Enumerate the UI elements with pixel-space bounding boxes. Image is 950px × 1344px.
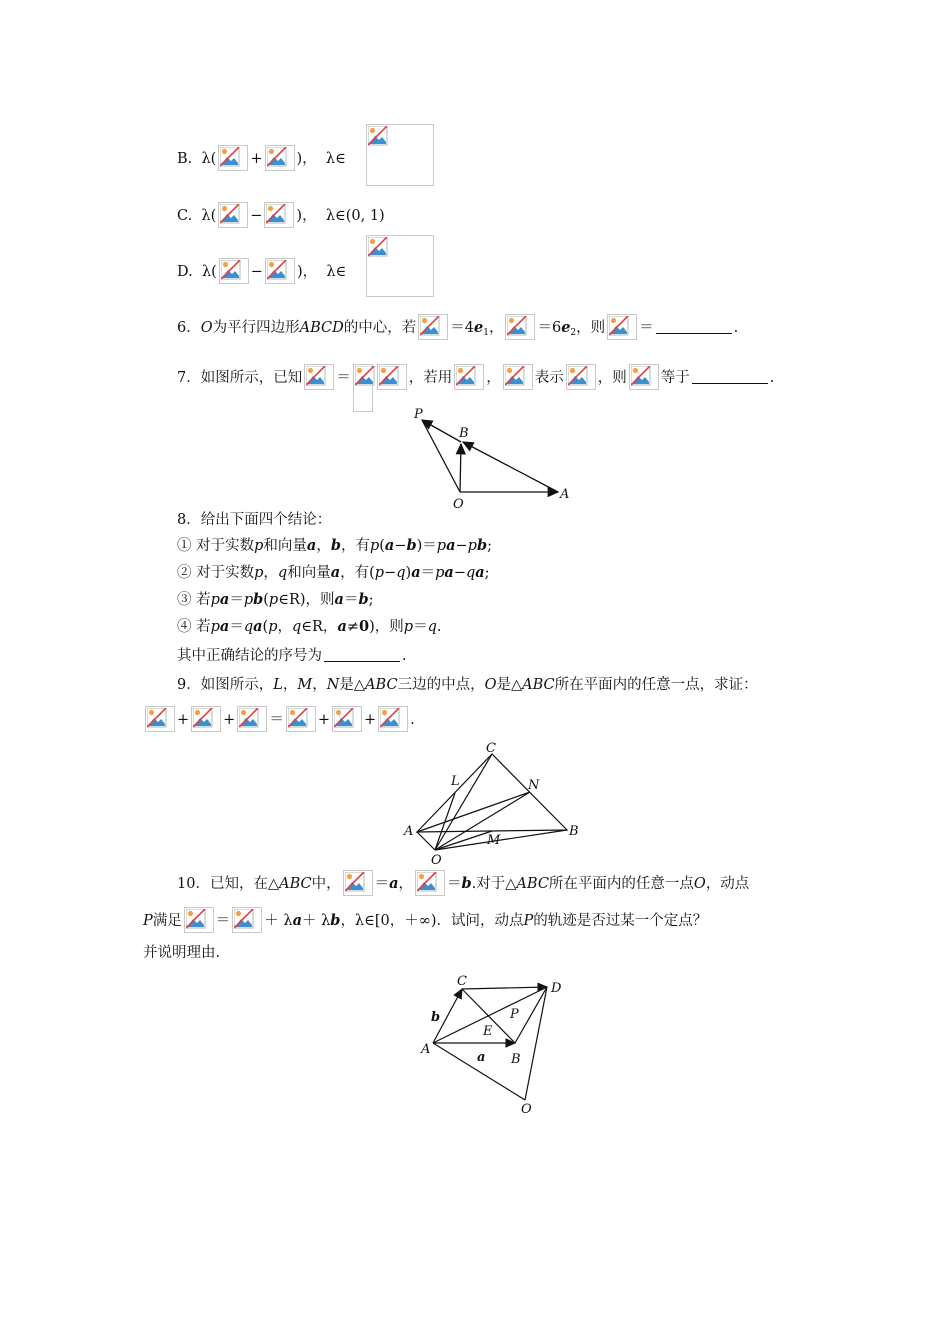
image-placeholder-icon [237,706,267,732]
label-b: B [569,824,579,839]
question-7: 7．如图所示，已知 ＝ ，若用 ， 表示 ，则 等于 . [177,364,774,412]
image-placeholder-icon [145,706,175,732]
image-placeholder-icon [454,364,484,390]
label-o: O [521,1102,532,1117]
label-a-vector: a [477,1050,486,1065]
label-p: P [510,1007,519,1022]
image-placeholder-icon [191,706,221,732]
question-10-line3: 并说明理由. [143,945,221,961]
answer-blank [692,369,768,384]
image-placeholder-icon [366,124,434,186]
image-placeholder-icon [332,706,362,732]
image-placeholder-icon [377,364,407,390]
question-9-equation: + + ＝ + + . [143,706,415,732]
label-o: O [431,853,442,868]
image-placeholder-icon [286,706,316,732]
label-b: B [511,1052,521,1067]
option-c: C. λ( − )， λ∈(0, 1) [177,202,385,228]
label-d: D [551,981,562,996]
image-placeholder-icon [415,870,445,896]
answer-blank [656,319,732,334]
image-placeholder-icon [232,907,262,933]
label-b-vector: b [431,1010,441,1025]
question-9: 9．如图所示，L，M，N是△ABC三边的中点，O是△ABC所在平面内的任意一点，求证： [177,677,758,693]
figure-triangle-abc [395,738,595,868]
image-placeholder-icon [219,258,249,284]
option-d: D. λ( − )， λ∈ [177,258,346,284]
image-placeholder-icon [264,202,294,228]
q8-statement-4: ④ 若pa＝qa(p，q∈R，a≠0)，则p＝q. [177,618,442,635]
label-o: O [453,497,464,512]
image-placeholder-icon [378,706,408,732]
image-placeholder-icon [343,870,373,896]
q8-statement-3: ③ 若pa＝pb(p∈R)，则a＝b; [177,591,374,608]
label-n: N [528,778,540,793]
label-b: B [459,426,469,441]
label-c: C [457,974,467,989]
figure-triangle-pboa [400,400,580,515]
question-6: 6．O为平行四边形ABCD的中心，若 $=4e_1$， $=6e_2$，则 ＝ . [177,314,738,343]
q8-tail: 其中正确结论的序号为 . [177,648,407,664]
label-c: C [486,741,496,756]
question-8-head: 8．给出下面四个结论： [177,512,332,528]
image-placeholder-icon [503,364,533,390]
label-p: P [414,407,423,422]
question-10-line1: 10．已知，在△ABC中， ＝a， ＝b.对于△ABC所在平面内的任意一点O，动点 [177,870,749,896]
label-l: L [451,774,460,789]
q8-statement-1: ① 对于实数p和向量a，b，有p(a−b)＝pa−pb; [177,537,492,554]
image-placeholder-icon [265,145,295,171]
label-a: A [404,824,414,839]
label-a: A [421,1042,431,1057]
image-placeholder-icon [353,364,373,412]
figure-parallelogram-abdc [415,965,575,1120]
q8-statement-2: ② 对于实数p，q和向量a，有(p−q)a＝pa−qa; [177,564,490,581]
label-e: E [483,1024,493,1039]
option-b: B. λ( + )， λ∈ [177,145,346,171]
label-a: A [560,487,570,502]
image-placeholder-icon [184,907,214,933]
image-placeholder-icon [265,258,295,284]
answer-blank [324,647,400,662]
image-placeholder-icon [607,314,637,340]
image-placeholder-icon [418,314,448,340]
image-placeholder-icon [304,364,334,390]
image-placeholder-icon [505,314,535,340]
question-10-line2: P满足 ＝ ＋ λa＋ λb，λ∈[0，＋∞)．试问，动点P的轨迹是否过某一个定点？ [143,907,707,933]
image-placeholder-icon [218,202,248,228]
image-placeholder-icon [566,364,596,390]
image-placeholder-icon [366,235,434,297]
image-placeholder-icon [629,364,659,390]
label-m: M [487,833,501,848]
image-placeholder-icon [218,145,248,171]
